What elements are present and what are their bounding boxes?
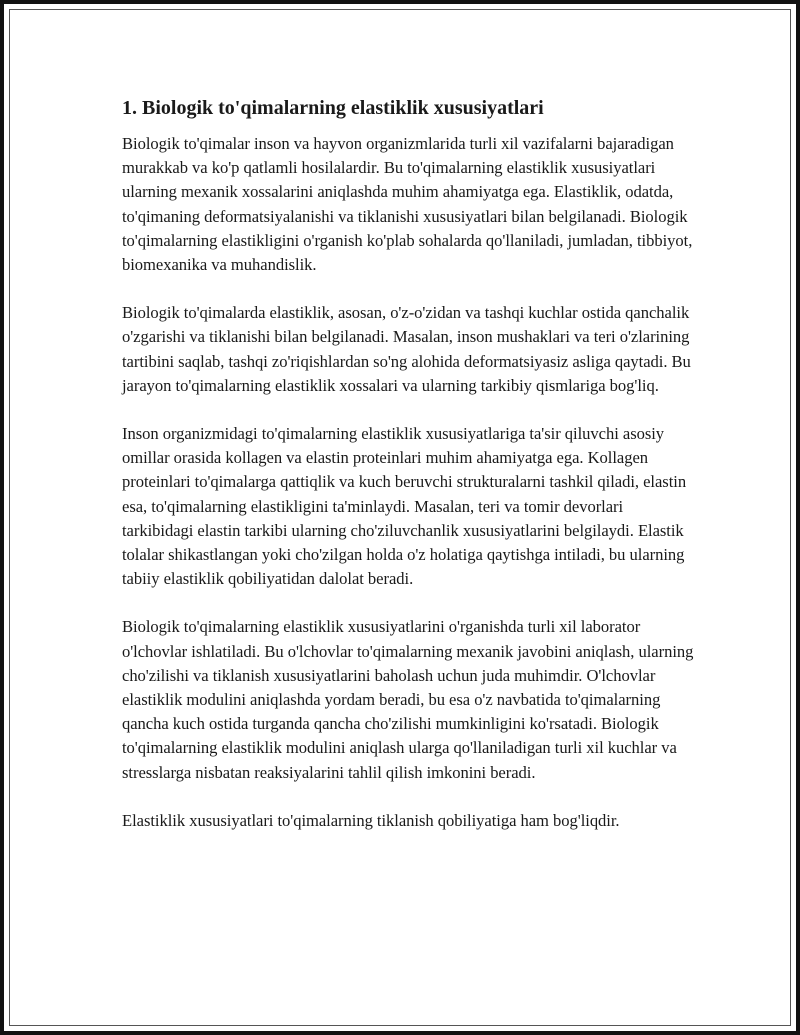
paragraph-1: Biologik to'qimalar inson va hayvon organizmlarida turli xil vazifalarni bajaradigan murakkab va ko'p qatlamli hosilalardir. Bu to'qimalarning elastiklik xususiyatlari ularning mexanik xossalarini aniqlashda muhim ahamiyatga ega. Elastiklik, odatda, to'qimaning deformatsiyalanishi va tiklanishi xususiyatlari bilan belgilanadi. Biologik to'qimalarning elastikligini o'rganish ko'plab sohalarda qo'llaniladi, jumladan, tibbiyot, biomexanika va muhandislik. bbox=[122, 134, 693, 275]
paragraph-4: Biologik to'qimalarning elastiklik xususiyatlarini o'rganishda turli xil laborator o'lchovlar ishlatiladi. Bu o'lchovlar to'qimalarning mexanik javobini aniqlash, ularning cho'zilishi va tiklanish xususiyatlarini baholash uchun juda muhimdir. O'lchovlar elastiklik modulini aniqlashda yordam beradi, bu esa o'z navbatida to'qimalarning qancha kuch ostida turganda qancha cho'zilishi mumkinligini ko'rsatadi. Biologik to'qimalarning elastiklik modulini aniqlash ularga qo'llaniladigan turli xil kuchlar va stresslarga nisbatan reaksiyalarini tahlil qilish imkonini beradi. bbox=[122, 617, 694, 782]
paragraph-5: Elastiklik xususiyatlari to'qimalarning tiklanish qobiliyatiga ham bog'liqdir. bbox=[122, 810, 620, 830]
paragraph-2: Biologik to'qimalarda elastiklik, asosan, o'z-o'zidan va tashqi kuchlar ostida qanchalik o'zgarishi va tiklanishi bilan belgilanadi. Masalan, inson mushaklari va teri o'zlarining tartibini saqlab, tashqi zo'riqishlardan so'ng alohida deformatsiyasiz asliga qaytadi. Bu jarayon to'qimalarning elastiklik xossalari va ularning tarkibiy qismlariga bog'liq. bbox=[122, 303, 691, 395]
section-heading: 1. Biologik to'qimalarning elastiklik xususiyatlari bbox=[122, 97, 544, 119]
paragraph-3: Inson organizmidagi to'qimalarning elastiklik xususiyatlariga ta'sir qiluvchi asosiy omillar orasida kollagen va elastin proteinlari muhim ahamiyatga ega. Kollagen proteinlari to'qimalarga qattiqlik va kuch beruvchi strukturalarni tashkil qiladi, elastin esa, to'qimalarning elastikligini ta'minlaydi. Masalan, teri va tomir devorlari tarkibidagi elastin tarkibi ularning cho'ziluvchanlik xususiyatlarini belgilaydi. Elastik tolalar shikastlangan yoki cho'zilgan holda o'z holatiga qaytishga intiladi, bu ularning tabiiy elastiklik qobiliyatidan dalolat beradi. bbox=[122, 424, 687, 589]
document-body bbox=[122, 94, 697, 857]
